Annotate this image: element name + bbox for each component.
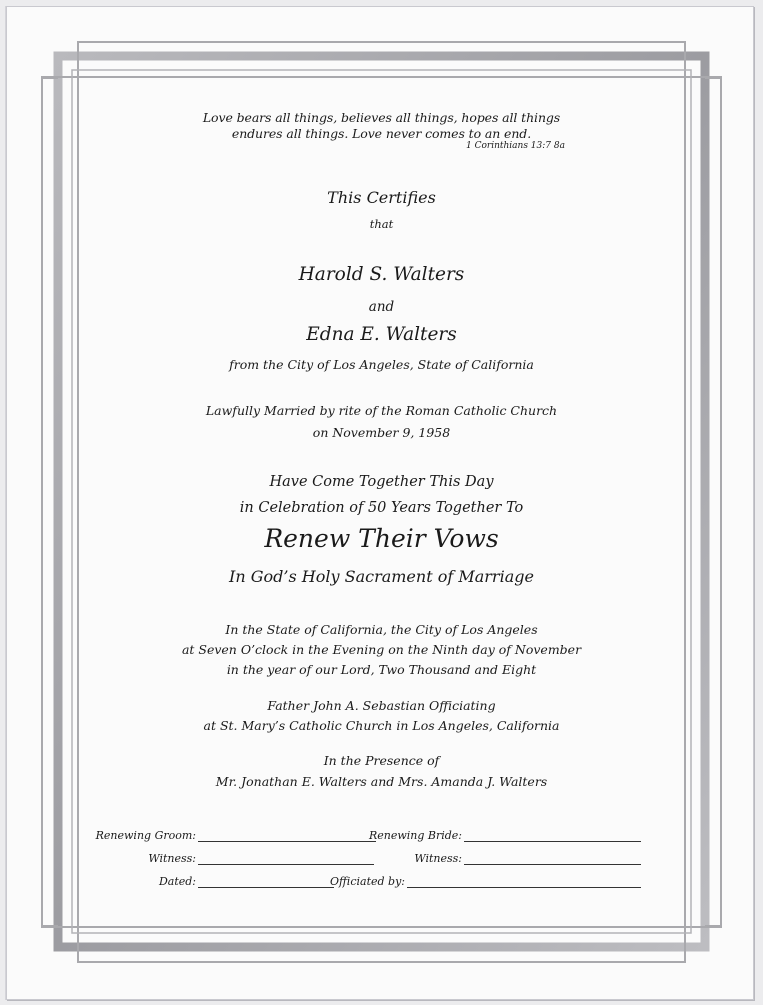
location-line-3: in the year of our Lord, Two Thousand and Eight <box>226 662 537 677</box>
renewing-groom-label: Renewing Groom: <box>95 829 196 842</box>
location-line-1: In the State of California, the City of Los Angeles <box>225 622 538 637</box>
dated-label: Dated: <box>158 875 196 888</box>
celebration-line-1: Have Come Together This Day <box>269 474 494 490</box>
verse-reference: 1 Corinthians 13:7 8a <box>466 141 565 151</box>
groom-name: Harold S. Walters <box>298 264 465 285</box>
officiated-by-signature-line[interactable] <box>407 887 641 888</box>
officiated-by-label: Officiated by: <box>330 875 405 888</box>
witness-right-label: Witness: <box>414 852 462 865</box>
verse-line-2: endures all things. Love never comes to an end. <box>231 126 532 141</box>
location-line-2: at Seven O’clock in the Evening on the Ninth day of November <box>181 642 582 657</box>
celebration-line-2: in Celebration of 50 Years Together To <box>239 500 524 516</box>
couple-and: and <box>368 299 395 315</box>
witness-right-signature-line[interactable] <box>464 864 641 865</box>
signature-row-1 <box>0 829 763 845</box>
bride-name: Edna E. Walters <box>306 324 457 345</box>
marriage-rite: Lawfully Married by rite of the Roman Catholic Church <box>205 403 558 418</box>
renewing-bride-label: Renewing Bride: <box>368 829 462 842</box>
renew-vows-title: Renew Their Vows <box>264 524 499 553</box>
signature-row-3 <box>0 875 763 891</box>
marriage-date: on November 9, 1958 <box>312 425 451 440</box>
officiant-line-2: at St. Mary’s Catholic Church in Los Angeles, California <box>203 718 560 733</box>
certifies-that: that <box>369 217 394 231</box>
certifies-heading: This Certifies <box>327 188 436 207</box>
witness-left-label: Witness: <box>148 852 196 865</box>
presence-names: Mr. Jonathan E. Walters and Mrs. Amanda J. Walters <box>215 774 548 789</box>
renewing-bride-signature-line[interactable] <box>464 841 641 842</box>
celebration-sacrament: In God’s Holy Sacrament of Marriage <box>229 567 534 586</box>
presence-line-1: In the Presence of <box>323 753 440 768</box>
signature-row-2 <box>0 852 763 868</box>
verse-line-1: Love bears all things, believes all things, hopes all things <box>202 110 561 125</box>
couple-from: from the City of Los Angeles, State of California <box>229 357 534 372</box>
officiant-line-1: Father John A. Sebastian Officiating <box>267 698 496 713</box>
